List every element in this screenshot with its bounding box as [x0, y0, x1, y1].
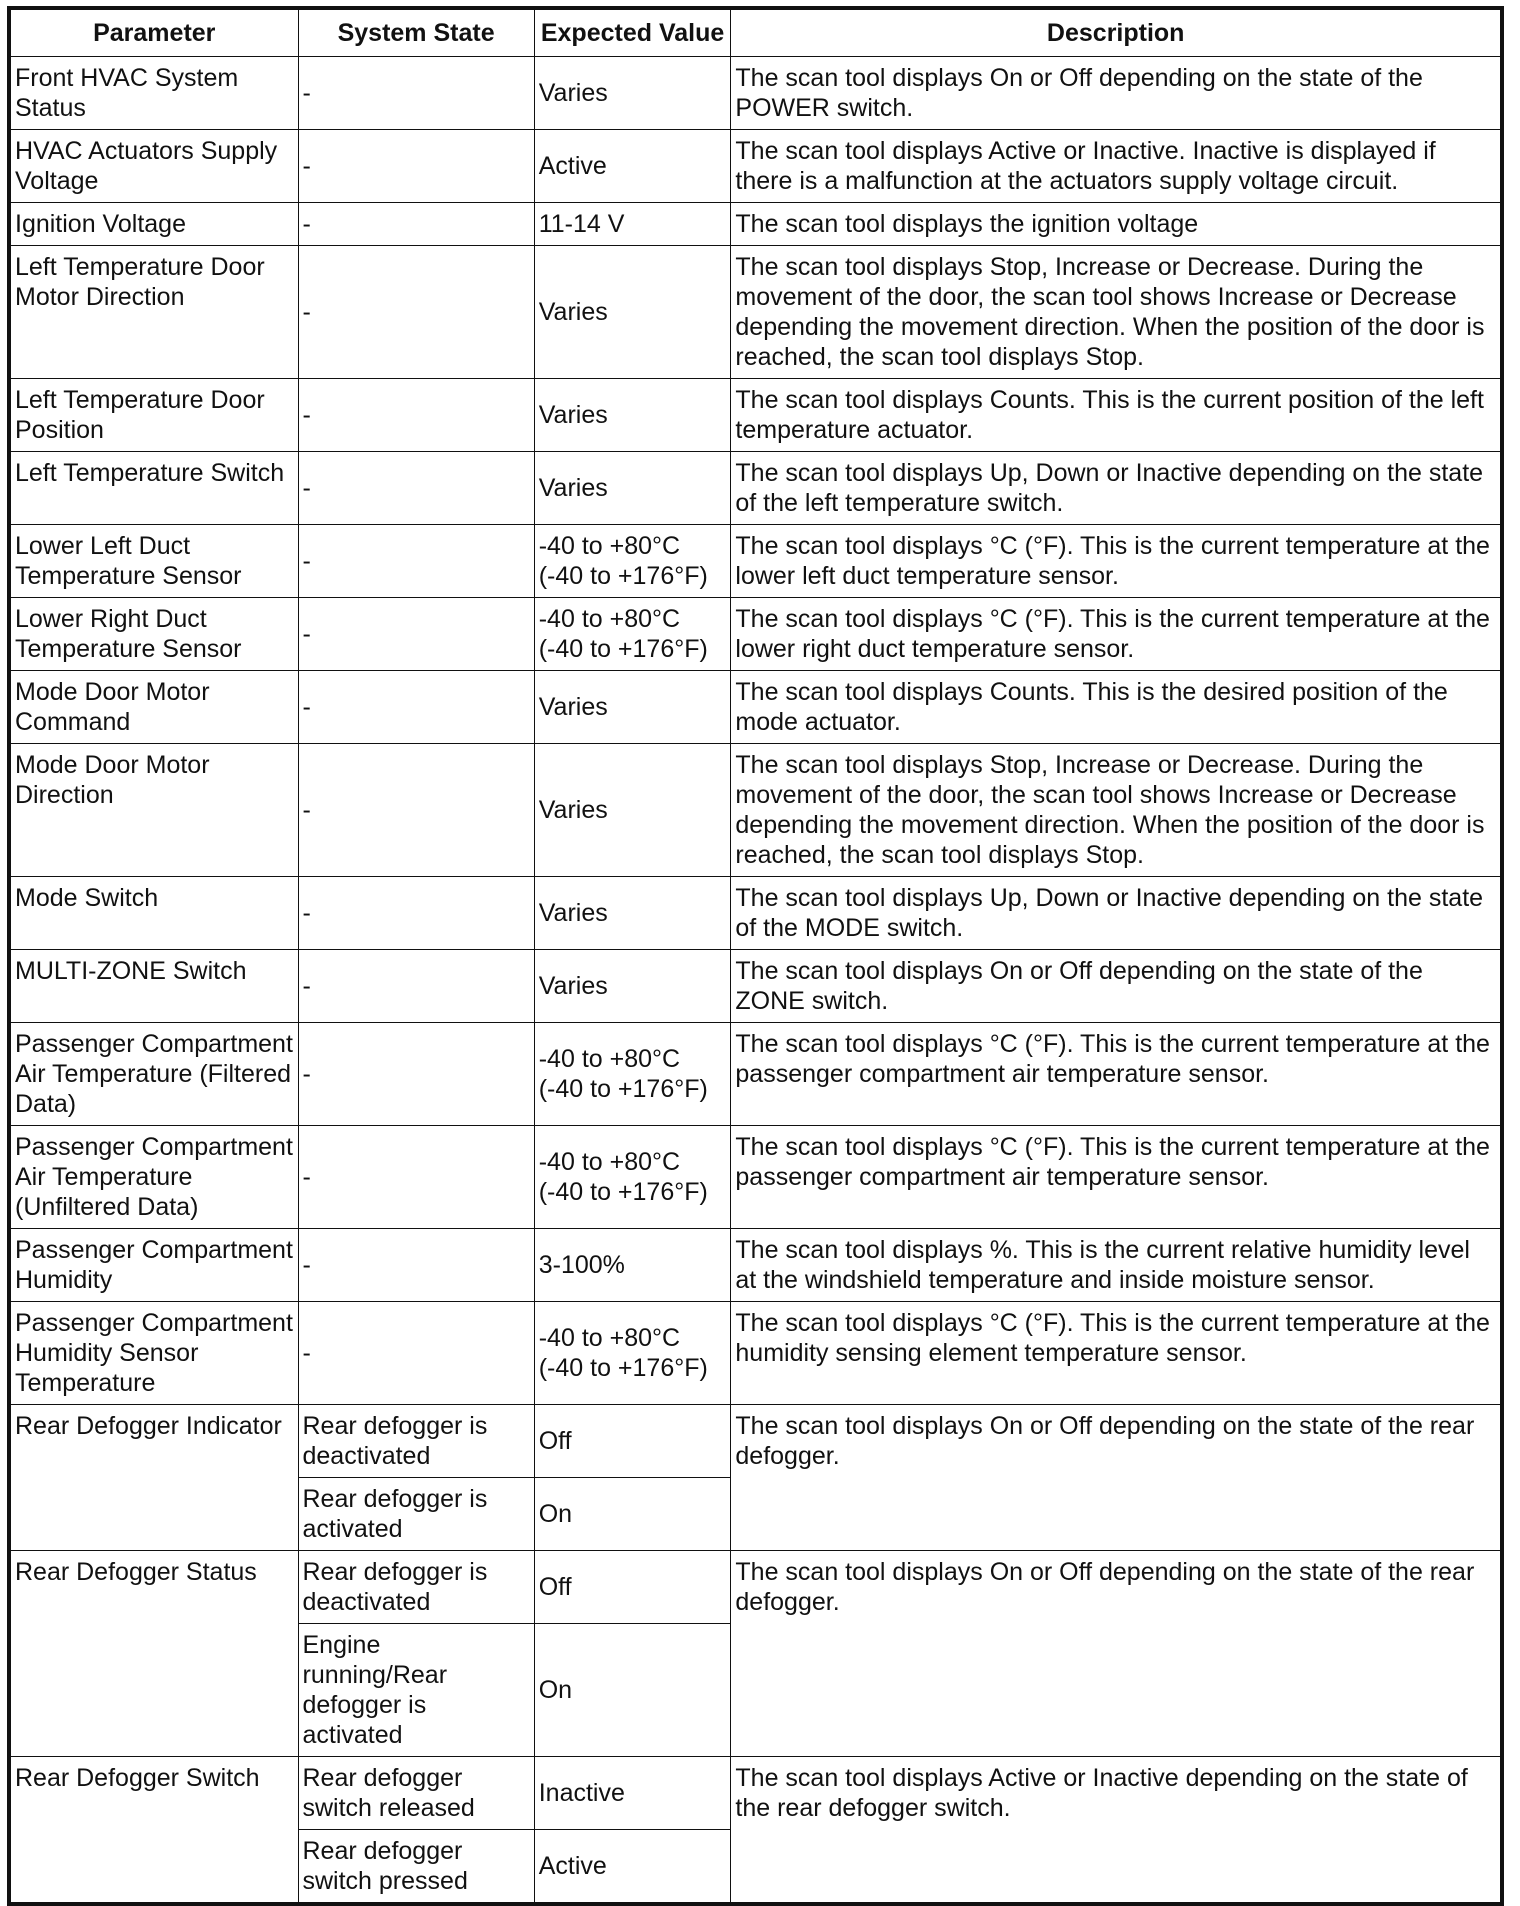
expected-value-cell: Varies: [534, 877, 731, 950]
description-cell: The scan tool displays %. This is the current relative humidity level at the windshield temperature and inside moisture sensor.: [731, 1229, 1502, 1302]
expected-value-cell: 11-14 V: [534, 203, 731, 246]
parameter-cell: Lower Right Duct Temperature Sensor: [9, 598, 298, 671]
table-row: [9, 57, 1502, 130]
system-state-cell: -: [298, 1023, 534, 1126]
table-row: [9, 130, 1502, 203]
system-state-cell: Rear defogger is deactivated: [298, 1551, 534, 1624]
system-state-cell: -: [298, 1302, 534, 1405]
table-row: [9, 598, 1502, 671]
description-cell: The scan tool displays Active or Inactive depending on the state of the rear defogger switch.: [731, 1757, 1502, 1905]
expected-value-cell: Active: [534, 1830, 731, 1905]
system-state-cell: Rear defogger is activated: [298, 1478, 534, 1551]
expected-value-cell: -40 to +80°C (-40 to +176°F): [534, 1126, 731, 1229]
parameter-cell: MULTI-ZONE Switch: [9, 950, 298, 1023]
expected-value-cell: Varies: [534, 379, 731, 452]
parameter-cell: Passenger Compartment Air Temperature (Unfiltered Data): [9, 1126, 298, 1229]
table-row: [9, 1405, 1502, 1478]
table-row: [9, 1126, 1502, 1229]
expected-value-cell: Varies: [534, 452, 731, 525]
parameter-cell: Left Temperature Switch: [9, 452, 298, 525]
parameter-cell: Mode Door Motor Command: [9, 671, 298, 744]
table-row: [9, 1302, 1502, 1405]
parameter-table: [7, 6, 1504, 1906]
description-cell: The scan tool displays Active or Inactive. Inactive is displayed if there is a malfunction at the actuators supply voltage circuit.: [731, 130, 1502, 203]
expected-value-cell: Inactive: [534, 1757, 731, 1830]
table-row: [9, 525, 1502, 598]
parameter-cell: Passenger Compartment Humidity: [9, 1229, 298, 1302]
expected-value-cell: Off: [534, 1405, 731, 1478]
description-cell: The scan tool displays On or Off depending on the state of the POWER switch.: [731, 57, 1502, 130]
header-expected-value: Expected Value: [534, 8, 731, 57]
expected-value-cell: On: [534, 1624, 731, 1757]
table-row: [9, 203, 1502, 246]
expected-value-cell: On: [534, 1478, 731, 1551]
header-description: Description: [731, 8, 1502, 57]
system-state-cell: -: [298, 671, 534, 744]
system-state-cell: Engine running/Rear defogger is activated: [298, 1624, 534, 1757]
description-cell: The scan tool displays °C (°F). This is the current temperature at the lower left duct temperature sensor.: [731, 525, 1502, 598]
table-row: [9, 1757, 1502, 1830]
expected-value-cell: Varies: [534, 671, 731, 744]
expected-value-cell: 3-100%: [534, 1229, 731, 1302]
description-cell: The scan tool displays the ignition voltage: [731, 203, 1502, 246]
description-cell: The scan tool displays °C (°F). This is the current temperature at the passenger compartment air temperature sensor.: [731, 1126, 1502, 1229]
parameter-cell: Mode Switch: [9, 877, 298, 950]
table-row: [9, 1551, 1502, 1624]
table-row: [9, 452, 1502, 525]
table-row: [9, 379, 1502, 452]
description-cell: The scan tool displays Stop, Increase or Decrease. During the movement of the door, the scan tool shows Increase or Decrease depending the movement direction. When the position of the door is reached, the scan tool displays Stop.: [731, 744, 1502, 877]
system-state-cell: Rear defogger switch pressed: [298, 1830, 534, 1905]
expected-value-cell: Active: [534, 130, 731, 203]
header-parameter: Parameter: [9, 8, 298, 57]
table-row: [9, 877, 1502, 950]
parameter-cell: Ignition Voltage: [9, 203, 298, 246]
system-state-cell: -: [298, 57, 534, 130]
table-row: [9, 744, 1502, 877]
description-cell: The scan tool displays Counts. This is the desired position of the mode actuator.: [731, 671, 1502, 744]
description-cell: The scan tool displays Counts. This is the current position of the left temperature actuator.: [731, 379, 1502, 452]
parameter-cell: Rear Defogger Switch: [9, 1757, 298, 1905]
parameter-cell: Rear Defogger Indicator: [9, 1405, 298, 1551]
expected-value-cell: Off: [534, 1551, 731, 1624]
description-cell: The scan tool displays °C (°F). This is the current temperature at the passenger compartment air temperature sensor.: [731, 1023, 1502, 1126]
table-row: [9, 950, 1502, 1023]
expected-value-cell: -40 to +80°C (-40 to +176°F): [534, 1023, 731, 1126]
expected-value-cell: Varies: [534, 246, 731, 379]
system-state-cell: -: [298, 130, 534, 203]
description-cell: The scan tool displays On or Off depending on the state of the ZONE switch.: [731, 950, 1502, 1023]
expected-value-cell: -40 to +80°C (-40 to +176°F): [534, 598, 731, 671]
parameter-cell: Mode Door Motor Direction: [9, 744, 298, 877]
table-row: [9, 1023, 1502, 1126]
description-cell: The scan tool displays °C (°F). This is the current temperature at the lower right duct temperature sensor.: [731, 598, 1502, 671]
parameter-cell: HVAC Actuators Supply Voltage: [9, 130, 298, 203]
table-row: [9, 1229, 1502, 1302]
parameter-cell: Rear Defogger Status: [9, 1551, 298, 1757]
table-header-row: [9, 8, 1502, 57]
parameter-cell: Passenger Compartment Humidity Sensor Temperature: [9, 1302, 298, 1405]
parameter-cell: Left Temperature Door Motor Direction: [9, 246, 298, 379]
system-state-cell: -: [298, 246, 534, 379]
description-cell: The scan tool displays °C (°F). This is the current temperature at the humidity sensing element temperature sensor.: [731, 1302, 1502, 1405]
system-state-cell: -: [298, 203, 534, 246]
parameter-cell: Passenger Compartment Air Temperature (Filtered Data): [9, 1023, 298, 1126]
header-system-state: System State: [298, 8, 534, 57]
system-state-cell: -: [298, 379, 534, 452]
system-state-cell: -: [298, 598, 534, 671]
description-cell: The scan tool displays Stop, Increase or Decrease. During the movement of the door, the scan tool shows Increase or Decrease depending the movement direction. When the position of the door is reached, the scan tool displays Stop.: [731, 246, 1502, 379]
expected-value-cell: Varies: [534, 950, 731, 1023]
description-cell: The scan tool displays On or Off depending on the state of the rear defogger.: [731, 1551, 1502, 1757]
system-state-cell: Rear defogger switch released: [298, 1757, 534, 1830]
system-state-cell: -: [298, 1126, 534, 1229]
expected-value-cell: Varies: [534, 57, 731, 130]
description-cell: The scan tool displays Up, Down or Inactive depending on the state of the left temperature switch.: [731, 452, 1502, 525]
parameter-cell: Front HVAC System Status: [9, 57, 298, 130]
table-row: [9, 671, 1502, 744]
expected-value-cell: -40 to +80°C (-40 to +176°F): [534, 1302, 731, 1405]
parameter-cell: Left Temperature Door Position: [9, 379, 298, 452]
expected-value-cell: -40 to +80°C (-40 to +176°F): [534, 525, 731, 598]
system-state-cell: -: [298, 525, 534, 598]
parameter-cell: Lower Left Duct Temperature Sensor: [9, 525, 298, 598]
description-cell: The scan tool displays On or Off depending on the state of the rear defogger.: [731, 1405, 1502, 1551]
description-cell: The scan tool displays Up, Down or Inactive depending on the state of the MODE switch.: [731, 877, 1502, 950]
system-state-cell: -: [298, 950, 534, 1023]
expected-value-cell: Varies: [534, 744, 731, 877]
system-state-cell: -: [298, 452, 534, 525]
table-row: [9, 246, 1502, 379]
system-state-cell: -: [298, 877, 534, 950]
system-state-cell: Rear defogger is deactivated: [298, 1405, 534, 1478]
system-state-cell: -: [298, 744, 534, 877]
system-state-cell: -: [298, 1229, 534, 1302]
